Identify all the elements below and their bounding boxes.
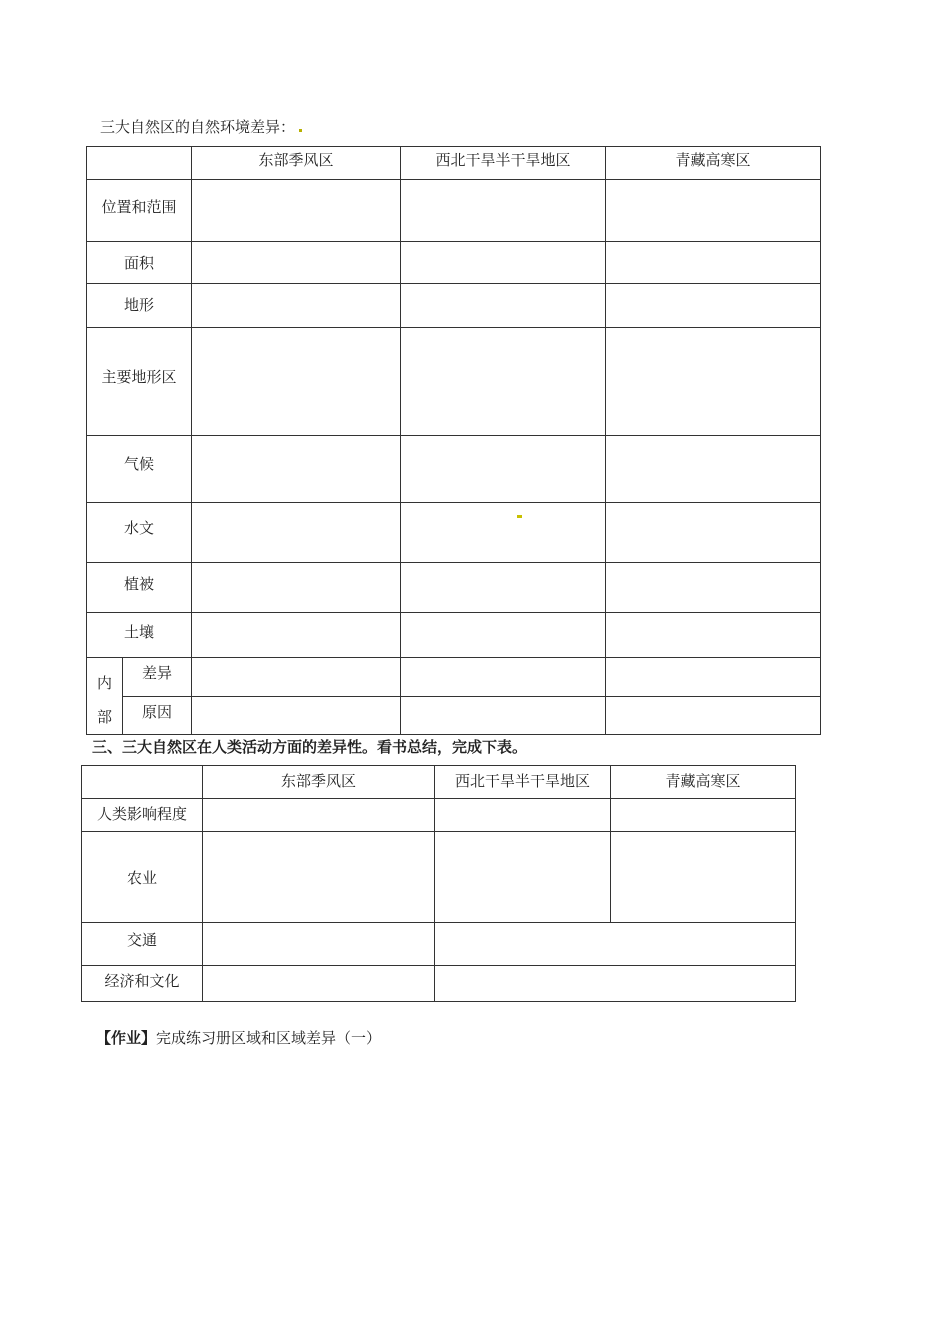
table-header-row xyxy=(82,766,796,799)
answer-cell[interactable] xyxy=(606,436,821,503)
row-label: 交通 xyxy=(82,923,203,966)
homework-text: 完成练习册区域和区域差异（一） xyxy=(156,1029,382,1047)
row-label: 位置和范围 xyxy=(87,180,192,242)
row-label: 水文 xyxy=(87,503,192,563)
answer-cell[interactable] xyxy=(606,503,821,563)
table-row xyxy=(82,923,796,966)
answer-cell[interactable] xyxy=(435,799,611,832)
section1-title: 三大自然区的自然环境差异： xyxy=(100,116,302,137)
natural-environment-table xyxy=(86,146,821,735)
col-header: 青藏高寒区 xyxy=(606,147,821,180)
answer-cell[interactable] xyxy=(401,328,606,436)
answer-cell[interactable] xyxy=(192,436,401,503)
marker-dot xyxy=(517,515,522,518)
answer-cell[interactable] xyxy=(606,242,821,284)
answer-cell[interactable] xyxy=(203,799,435,832)
row-label: 差异 xyxy=(123,658,192,697)
row-label: 人类影响程度 xyxy=(82,799,203,832)
answer-cell[interactable] xyxy=(192,328,401,436)
answer-cell[interactable] xyxy=(606,284,821,328)
table-row xyxy=(82,799,796,832)
header-corner xyxy=(87,147,192,180)
answer-cell[interactable] xyxy=(606,613,821,658)
table-row xyxy=(87,658,821,697)
answer-cell[interactable] xyxy=(192,284,401,328)
table-row xyxy=(87,436,821,503)
row-label: 主要地形区 xyxy=(87,328,192,436)
inner-label: 内 部 xyxy=(87,658,123,735)
row-label: 土壤 xyxy=(87,613,192,658)
homework-tag: 【作业】 xyxy=(96,1029,157,1047)
answer-cell[interactable] xyxy=(606,563,821,613)
answer-cell[interactable] xyxy=(192,696,401,735)
answer-cell[interactable] xyxy=(203,966,435,1002)
table-row xyxy=(87,563,821,613)
answer-cell[interactable] xyxy=(401,284,606,328)
col-header: 东部季风区 xyxy=(192,147,401,180)
table-row xyxy=(87,696,821,735)
answer-cell[interactable] xyxy=(611,799,796,832)
human-activity-table xyxy=(81,765,796,1002)
answer-cell[interactable] xyxy=(401,436,606,503)
row-label: 农业 xyxy=(82,832,203,923)
answer-cell[interactable] xyxy=(401,242,606,284)
row-label: 气候 xyxy=(87,436,192,503)
answer-cell[interactable] xyxy=(435,832,611,923)
col-header: 青藏高寒区 xyxy=(611,766,796,799)
table-row xyxy=(82,966,796,1002)
answer-cell[interactable] xyxy=(611,832,796,923)
table-header-row xyxy=(87,147,821,180)
answer-cell[interactable] xyxy=(401,696,606,735)
header-corner xyxy=(82,766,203,799)
answer-cell[interactable] xyxy=(606,658,821,697)
row-label: 地形 xyxy=(87,284,192,328)
row-label: 面积 xyxy=(87,242,192,284)
table-row xyxy=(82,832,796,923)
marker-dot xyxy=(299,129,302,132)
col-header: 西北干旱半干旱地区 xyxy=(401,147,606,180)
answer-cell[interactable] xyxy=(401,658,606,697)
answer-cell[interactable] xyxy=(203,923,435,966)
answer-cell[interactable] xyxy=(606,696,821,735)
answer-cell[interactable] xyxy=(192,180,401,242)
row-label: 植被 xyxy=(87,563,192,613)
homework-line xyxy=(96,1027,381,1048)
answer-cell[interactable] xyxy=(192,563,401,613)
answer-cell[interactable] xyxy=(192,658,401,697)
answer-cell[interactable] xyxy=(606,180,821,242)
table-row xyxy=(87,242,821,284)
answer-cell[interactable] xyxy=(203,832,435,923)
answer-cell[interactable] xyxy=(192,613,401,658)
answer-cell[interactable] xyxy=(401,503,606,563)
row-label: 原因 xyxy=(123,696,192,735)
col-header: 东部季风区 xyxy=(203,766,435,799)
answer-cell[interactable] xyxy=(606,328,821,436)
col-header: 西北干旱半干旱地区 xyxy=(435,766,611,799)
table-row xyxy=(87,284,821,328)
answer-cell[interactable] xyxy=(192,503,401,563)
answer-cell[interactable] xyxy=(435,966,796,1002)
table-row xyxy=(87,503,821,563)
section2-title: 三、三大自然区在人类活动方面的差异性。看书总结，完成下表。 xyxy=(92,738,528,756)
table-row xyxy=(87,613,821,658)
answer-cell[interactable] xyxy=(401,563,606,613)
answer-cell[interactable] xyxy=(401,613,606,658)
answer-cell[interactable] xyxy=(401,180,606,242)
table-row xyxy=(87,328,821,436)
row-label: 经济和文化 xyxy=(82,966,203,1002)
answer-cell[interactable] xyxy=(435,923,796,966)
answer-cell[interactable] xyxy=(192,242,401,284)
table-row xyxy=(87,180,821,242)
